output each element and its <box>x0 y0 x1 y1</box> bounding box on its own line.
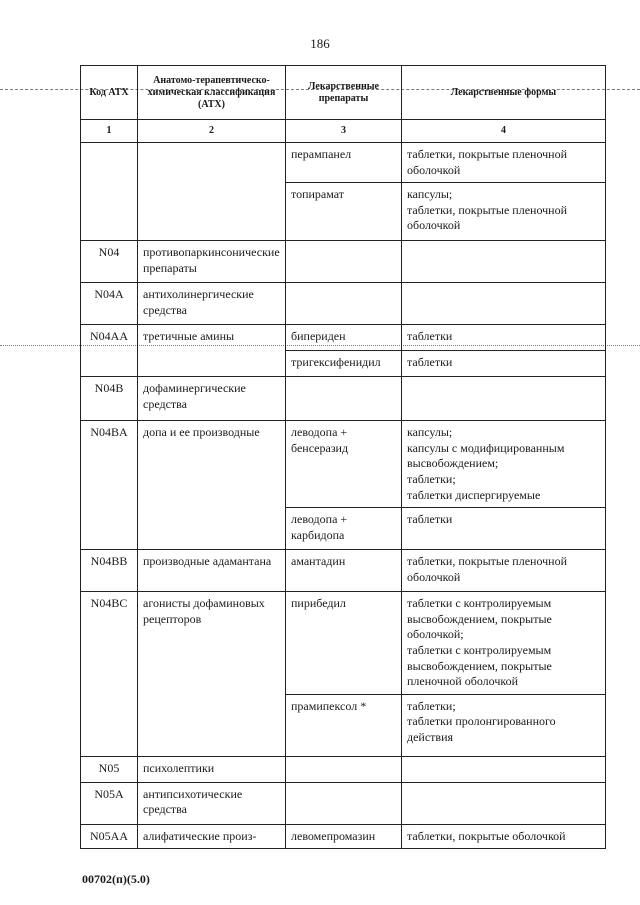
atx-name-cell: психолептики <box>138 756 286 782</box>
header-atx-classification: Анатомо-терапевтическо-химическая классификация (АТХ) <box>138 66 286 120</box>
table-row <box>81 325 606 351</box>
atx-name-cell: антипсихотические средства <box>138 782 286 824</box>
table-row <box>81 241 606 283</box>
dosage-form-cell: таблетки; таблетки пролонгированного действия <box>402 694 606 756</box>
dosage-form-cell <box>402 782 606 824</box>
dosage-form-cell <box>402 756 606 782</box>
drug-cell <box>286 756 402 782</box>
atx-code-cell: N04BC <box>81 592 138 757</box>
drug-cell: левомепромазин <box>286 824 402 849</box>
atx-name-cell: допа и ее производные <box>138 421 286 550</box>
column-number: 2 <box>138 120 286 143</box>
drug-cell: бипериден <box>286 325 402 351</box>
drug-cell: пирибедил <box>286 592 402 695</box>
dosage-form-cell: таблетки <box>402 325 606 351</box>
dosage-form-cell <box>402 377 606 421</box>
dosage-form-cell: таблетки с контролируемым высвобождением, покрытые оболочкой; таблетки с контролируемым высвобождением, покрытые пленочной оболочкой <box>402 592 606 695</box>
column-number: 1 <box>81 120 138 143</box>
header-atx-code: Код АТХ <box>81 66 138 120</box>
atx-code-cell: N04BA <box>81 421 138 550</box>
dosage-form-cell <box>402 283 606 325</box>
atx-name-cell: противопаркинсонические препараты <box>138 241 286 283</box>
atx-code-cell: N05 <box>81 756 138 782</box>
drug-cell: амантадин <box>286 550 402 592</box>
dosage-form-cell: таблетки, покрытые пленочной оболочкой <box>402 143 606 183</box>
atx-code-cell: N05AA <box>81 824 138 849</box>
atx-code-cell: N04 <box>81 241 138 283</box>
drug-cell <box>286 283 402 325</box>
drug-cell: топирамат <box>286 183 402 241</box>
dosage-form-cell: таблетки, покрытые оболочкой <box>402 824 606 849</box>
dosage-form-cell: таблетки <box>402 508 606 550</box>
table-row <box>81 421 606 508</box>
drug-cell <box>286 782 402 824</box>
atx-name-cell: агонисты дофаминовых рецепторов <box>138 592 286 757</box>
drug-cell <box>286 377 402 421</box>
drug-cell: перампанел <box>286 143 402 183</box>
drug-cell: леводопа + бенсеразид <box>286 421 402 508</box>
atx-code-cell: N04B <box>81 377 138 421</box>
atx-code-cell <box>81 143 138 241</box>
dosage-form-cell: капсулы; капсулы с модифицированным высвобождением; таблетки; таблетки диспергируемые <box>402 421 606 508</box>
drug-cell <box>286 241 402 283</box>
table-header-row <box>81 66 606 120</box>
drug-cell: тригексифенидил <box>286 351 402 377</box>
table-row <box>81 550 606 592</box>
atx-code-cell: N04BB <box>81 550 138 592</box>
atx-name-cell <box>138 143 286 241</box>
atx-code-cell: N04AA <box>81 325 138 377</box>
table-row <box>81 756 606 782</box>
column-number: 3 <box>286 120 402 143</box>
column-number-row <box>81 120 606 143</box>
atx-code-cell: N04A <box>81 283 138 325</box>
table-row <box>81 782 606 824</box>
atx-code-cell: N05A <box>81 782 138 824</box>
header-drugs: Лекарственные препараты <box>286 66 402 120</box>
drug-cell: прамипексол * <box>286 694 402 756</box>
page-number: 186 <box>310 36 330 51</box>
atx-drug-table <box>80 65 606 849</box>
document-code-footer: 00702(п)(5.0) <box>82 872 150 886</box>
table-row <box>81 283 606 325</box>
dosage-form-cell: таблетки <box>402 351 606 377</box>
column-number: 4 <box>402 120 606 143</box>
table-row <box>81 143 606 183</box>
table-row <box>81 377 606 421</box>
dosage-form-cell: таблетки, покрытые пленочной оболочкой <box>402 550 606 592</box>
atx-name-cell: алифатические произ- <box>138 824 286 849</box>
header-dosage-forms: Лекарственные формы <box>402 66 606 120</box>
table-row <box>81 592 606 695</box>
table-row <box>81 824 606 849</box>
drug-cell: леводопа + карбидопа <box>286 508 402 550</box>
atx-name-cell: третичные амины <box>138 325 286 377</box>
atx-name-cell: дофаминергические средства <box>138 377 286 421</box>
atx-name-cell: производные адамантана <box>138 550 286 592</box>
dosage-form-cell <box>402 241 606 283</box>
atx-name-cell: антихолинергические средства <box>138 283 286 325</box>
dosage-form-cell: капсулы; таблетки, покрытые пленочной оболочкой <box>402 183 606 241</box>
